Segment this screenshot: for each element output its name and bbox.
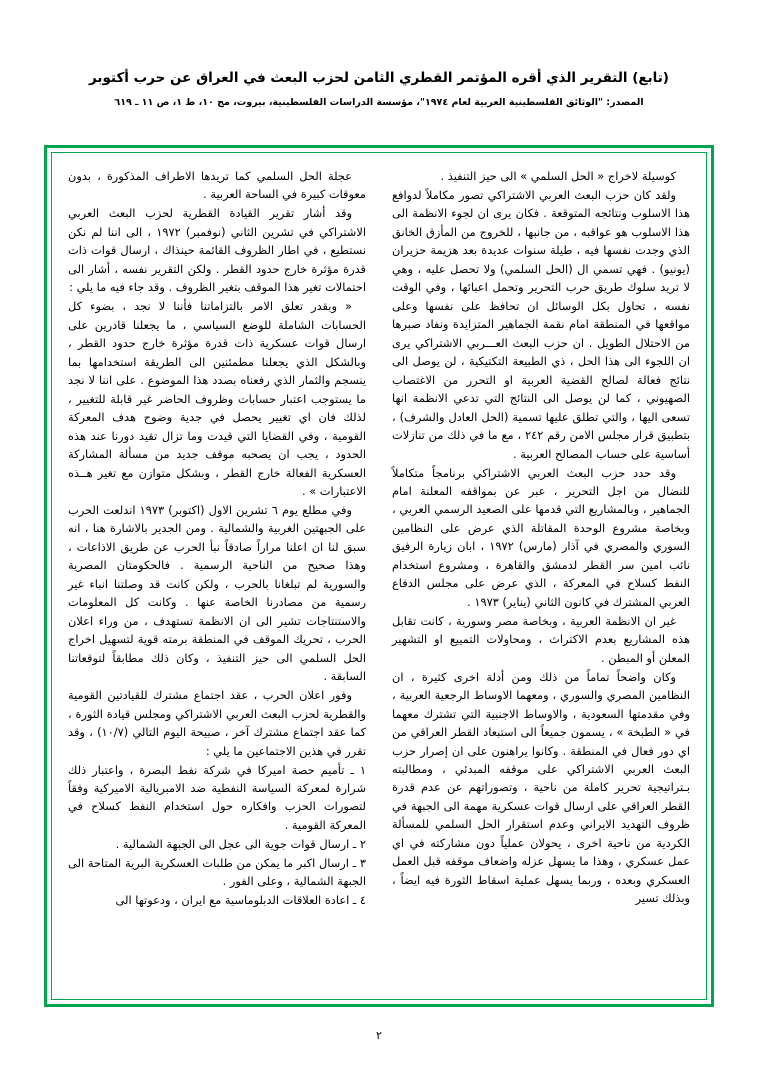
page-number: ٢ xyxy=(376,1029,382,1042)
content-frame-inner xyxy=(51,152,707,1000)
document-source: المصدر: "الوثائق الفلسطينية العربية لعام ١٩٧٤"، مؤسسة الدراسات الفلسطينية، بيروت، مج ١٠، ط ١، ص ١١ ـ ٦١٩ xyxy=(114,97,644,109)
document-header xyxy=(49,0,709,110)
paragraph: وقد حدد حزب البعث العربي الاشتراكي برنامجاً متكاملاً للنضال من اجل التحرير ، عبر عن بمواقفه المعلنة امام الجماهير ، وبالمشاريع التي قدمها على الصعيد الرسمي العربي ، وبخاصة مشروع الوحدة المقاتلة الذي عرض على النظامين السوري والمصري في آذار (مارس) ١٩٧٢ ، ابان زيارة الرفيق نائب امين سر القطر لدمشق والقاهرة ، ومشروع استخدام النفط كسلاح في المعركة ، الذي عرض على مجلس الدفاع العربي المشترك في كانون الثاني (يناير) ١٩٧٣ . xyxy=(392,465,690,609)
paragraph: وفي مطلع يوم ٦ تشرين الاول (اكتوبر) ١٩٧٣ اندلعت الحرب على الجبهتين الغربية والشمالية . ومن الجدير بالاشارة هنا ، انه سبق لنا ان اعلنا مراراً صادقاً نبأ الحرب عن طريق الاذاعات ، وهذا صحيح من الناحية الرسمية . فالحكومتان المصرية والسورية لم تبلغانا بالحرب ، ولكن كانت قد وصلتنا انباء غير رسمية من مصادرنا الخاصة عنها . وكانت كل المعلومات والاستنتاجات تشير الى ان الانظمة تستهدف ، من وراء اعلان الحرب ، تحريك الموقف في المنطقة برمته قوية لتسهيل اخراج الحل السلمي الى حيز التنفيذ ، وكان ذلك مطابقاً لتوقعاتنا السابقة . xyxy=(68,502,366,684)
paragraph: غير ان الانظمة العربية ، وبخاصة مصر وسورية ، كانت تقابل هذه المشاريع بعدم الاكتراث ، ومحاولات التمييع او التشهير المعلن أو المبطن . xyxy=(392,613,690,665)
paragraph: وقد أشار تقرير القيادة القطرية لحزب البعث العربي الاشتراكي في تشرين الثاني (نوفمبر) ١٩٧٢ ، الى اننا لم نكن نستطيع ، في اطار الظروف القائمة حينذاك ، ارسال قوات ذات قدرة مؤثرة خارج حدود القطر . ولكن التقرير نفسه ، أشار الى احتمالات تغير هذا الموقف بتغير الظروف . وقد جاء فيه ما يلي : xyxy=(68,206,366,295)
column-right xyxy=(392,167,690,989)
list-item: ٣ ـ ارسال اكبر ما يمكن من طلبات العسكرية البرية المتاحة الى الجبهة الشمالية ، وعلى الفور . xyxy=(68,855,366,889)
paragraph-quote: « وبقدر تعلق الامر بالتزاماتنا فأننا لا نجد ، بضوء كل الحسابات الشاملة للوضع السياسي ، ما يجعلنا قادرين على ارسال قوات عسكرية ذات قدرة مؤثرة خارج حدود القطر ، وبالشكل الذي يجعلنا مطمئنين الى الطريقة استخدامها بما ينسجم والثمار الذي رفعناه بصدد هذا الموضوع . على اننا لا نجد ما يستوجب اعتبار حسابات وظروف الحاضر غير قابلة للتغيير ، لذلك فان اي تغيير يحصل في جدية وضوح هدف المعركة القومية ، وفي القضايا التي قيدت وما تزال تقيد دورنا عند هذه الحدود ، يجب ان يصحبه موقف جديد من مسألة المشاركة العسكرية الفعالة خارج القطر ، وبشكل متوازن مع تغير هــذه الاعتبارات » . xyxy=(68,299,366,498)
list-item: ٤ ـ اعادة العلاقات الدبلوماسية مع ايران ، ودعوتها الى xyxy=(115,893,366,908)
page-title: (تابع) التقرير الذي أقره المؤتمر القطري الثامن لحزب البعث في العراق عن حرب أكتوبر xyxy=(89,70,669,86)
list-item: ٢ ـ ارسال قوات جوية الى عجل الى الجبهة الشمالية . xyxy=(115,836,366,851)
paragraph: وفور اعلان الحرب ، عقد اجتماع مشترك للقيادتين القومية والقطرية لحزب البعث العربي الاشتراكي ومجلس قيادة الثورة ، كما عقد اجتماع مشترك آخر ، صبيحة اليوم التالي (١٠/٧) ، وقد تقرر في هذين الاجتماعين ما يلي : xyxy=(68,688,366,758)
text-columns xyxy=(68,167,690,989)
paragraph: ولقد كان حزب البعث العربي الاشتراكي تصور مكاملاً لدوافع هذا الاسلوب ونتائجه المتوقعة . فكان يرى ان لجوء الانظمة الى هذا الاسلوب هو عواقبه ، من جانبها ، للخروج من المأزق الخانق الذي وجدت نفسها فيه ، طيلة سنوات عديدة بعد هزيمة حزيران (يونيو) . فهي تسمي ال (الحل السلمي) ولا تحصل عليه ، وهي لا تريد سلوك طريق حرب التحرير وتحمل اعبائها ، وفي الوقت نفسه ، تحاول بكل الوسائل ان تحافظ على نفسها وعلى مواقعها في المنطقة امام نقمة الجماهير المتزايدة ونفاد صبرها من الاحتلال الطويل . ان حزب البعث العـــربي الاشتراكي يرى ان اللجوء الى هذا الحل ، ذي الطبيعة التكتيكية ، لن يوصل الى نتائج فعالة لصالح القضية العربية او التحرر من الاغتصاب الصهيوني ، كما لن يوصل الى النتائج التي تدعي الانظمة انها تسعى اليها ، والتي تطلق عليها تسمية (الحل العادل والشرف) ، بتطبيق قرار مجلس الامن رقم ٢٤٢ ، مع ما في ذلك من تنازلات أساسية على حساب المصالح العربية . xyxy=(392,187,690,461)
paragraph: كوسيلة لاخراج « الحل السلمي » الى حيز التنفيذ . xyxy=(440,169,676,183)
list-item: ١ ـ تأميم حصة اميركا في شركة نفط البصرة ، واعتبار ذلك شرارة لمعركة السياسة النفطية ضد الامبريالية الاميركية وفقاً لتصورات الحزب وافكاره حول استخدام النفط كسلاح في المعركة القومية . xyxy=(68,762,366,832)
paragraph: عجلة الحل السلمي كما تريدها الاطراف المذكورة ، بدون معوقات كبيرة في الساحة العربية . xyxy=(68,169,366,202)
content-frame xyxy=(44,145,714,1007)
paragraph: وكان واضحاً تماماً من ذلك ومن أدلة اخرى كثيرة ، ان النظامين المصري والسوري ، ومعهما الاوساط الرجعية العربية ، وفي مقدمتها السعودية ، والاوساط الاجنبية التي تشترك معهما في « الطبخة » ، يسمون جميعاً الى استبعاد القطر العراقي من اي دور فعال في المنطقة . وكانوا يراهنون على ان إصرار حزب البعث العربي الاشتراكي على موقفه المبدئي ، ومطالبته بـتراتيجية تحرير كاملة من ناحية ، وتصوراتهم عن عدم قدرة القطر العراقي على ارسال قوات عسكرية مهمة الى الجبهة في ظروف التهديد الايراني وعدم استقرار الحل السلمي للمسألة الكردية من ناحية اخرى ، يحولان عملياً دون مشاركته في اي عمل عسكري ، وهذا ما يسهل عزله واضعاف موقفه قبل العمل العسكري وبعده ، وربما يسهل عملية اسقاط الثورة فيه ايضاً ، وبذلك تسير xyxy=(392,669,690,906)
column-left xyxy=(68,167,366,989)
